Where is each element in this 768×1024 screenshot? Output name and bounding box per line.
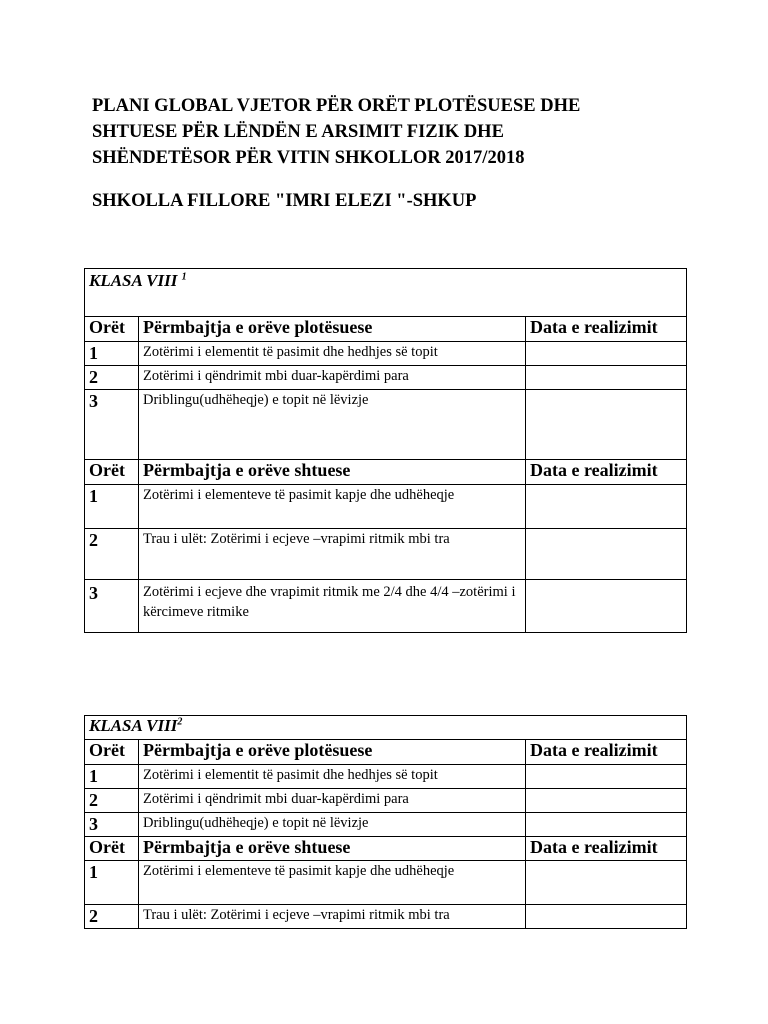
row-date-cell [526, 342, 687, 366]
header-hours: Orët [85, 837, 139, 861]
row-date-cell [526, 529, 687, 580]
class-label: KLASA VIII$^2$ [85, 716, 687, 740]
row-content: Trau i ulët: Zotërimi i ecjeve –vrapimi ritmik mbi tra [139, 529, 526, 580]
row-number: 1 [85, 765, 139, 789]
row-content: Zotërimi i elementit të pasimit dhe hedhjes së topit [139, 765, 526, 789]
header-hours: Orët [85, 740, 139, 765]
row-number: 3 [85, 813, 139, 837]
row-number: 2 [85, 789, 139, 813]
row-date-cell [526, 390, 687, 460]
row-content: Zotërimi i qëndrimit mbi duar-kapërdimi para [139, 789, 526, 813]
header-content: Përmbajtja e orëve shtuese [139, 837, 526, 861]
plan-table-class-viii-2 [84, 715, 687, 929]
class-superscript: 2 [177, 716, 183, 728]
row-content: Zotërimi i qëndrimit mbi duar-kapërdimi para [139, 366, 526, 390]
header-content: Përmbajtja e orëve plotësuese [139, 317, 526, 342]
row-date-cell [526, 813, 687, 837]
row-number: 3 [85, 580, 139, 633]
row-number: 2 [85, 366, 139, 390]
row-content: Driblingu(udhëheqje) e topit në lëvizje [139, 390, 526, 460]
plan-table-class-viii-1 [84, 268, 687, 633]
row-content: Zotërimi i ecjeve dhe vrapimit ritmik me 2/4 dhe 4/4 –zotërimi i kërcimeve ritmike [139, 580, 526, 633]
header-date: Data e realizimit [526, 460, 687, 485]
row-number: 2 [85, 905, 139, 929]
row-content: Zotërimi i elementit të pasimit dhe hedhjes së topit [139, 342, 526, 366]
row-number: 1 [85, 485, 139, 529]
row-date-cell [526, 905, 687, 929]
row-date-cell [526, 485, 687, 529]
header-content: Përmbajtja e orëve shtuese [139, 460, 526, 485]
row-date-cell [526, 789, 687, 813]
row-number: 2 [85, 529, 139, 580]
row-date-cell [526, 366, 687, 390]
row-date-cell [526, 765, 687, 789]
header-date: Data e realizimit [526, 317, 687, 342]
row-number: 1 [85, 342, 139, 366]
row-content: Zotërimi i elementeve të pasimit kapje dhe udhëheqje [139, 861, 526, 905]
title-line: PLANI GLOBAL VJETOR PËR ORËT PLOTËSUESE DHE [92, 96, 581, 116]
school-name: SHKOLLA FILLORE "IMRI ELEZI "-SHKUP [92, 191, 477, 211]
header-date: Data e realizimit [526, 837, 687, 861]
title-line: SHTUESE PËR LËNDËN E ARSIMIT FIZIK DHE [92, 122, 504, 142]
row-date-cell [526, 861, 687, 905]
row-content: Driblingu(udhëheqje) e topit në lëvizje [139, 813, 526, 837]
document-title [92, 93, 692, 171]
row-content: Zotërimi i elementeve të pasimit kapje dhe udhëheqje [139, 485, 526, 529]
header-content: Përmbajtja e orëve plotësuese [139, 740, 526, 765]
row-number: 1 [85, 861, 139, 905]
row-number: 3 [85, 390, 139, 460]
title-line: SHËNDETËSOR PËR VITIN SHKOLLOR 2017/2018 [92, 148, 525, 168]
class-label: KLASA VIII $^1$ [85, 269, 687, 317]
row-content: Trau i ulët: Zotërimi i ecjeve –vrapimi ritmik mbi tra [139, 905, 526, 929]
header-date: Data e realizimit [526, 740, 687, 765]
header-hours: Orët [85, 317, 139, 342]
class-superscript: 1 [181, 271, 187, 283]
header-hours: Orët [85, 460, 139, 485]
row-date-cell [526, 580, 687, 633]
